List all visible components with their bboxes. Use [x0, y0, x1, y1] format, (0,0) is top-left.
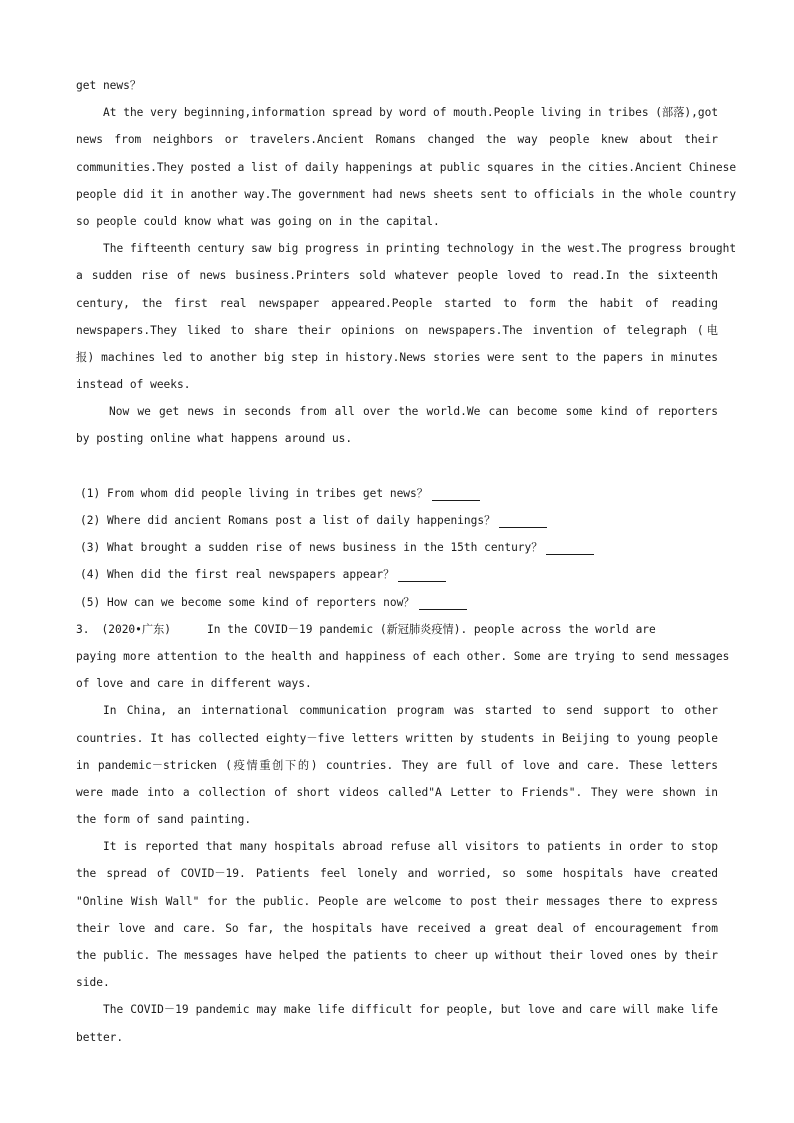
paragraph-line: In China, an international communication program was started to send support to other	[103, 704, 718, 718]
passage-2	[76, 72, 737, 616]
question-number: 3.	[76, 622, 90, 636]
paragraph-line: The COVID－19 pandemic may make life difficult for people, but love and care will make life	[103, 1003, 718, 1017]
paragraph-line: so people could know what was going on in the capital.	[76, 214, 440, 228]
paragraph-line: their love and care. So far, the hospitals have received a great deal of encouragement from	[76, 921, 718, 935]
paragraph-line: paying more attention to the health and happiness of each other. Some are trying to send messages	[76, 649, 730, 663]
paragraph-line: news from neighbors or travelers.Ancient Romans changed the way people knew about their	[76, 133, 718, 147]
answer-blank[interactable]	[419, 595, 467, 610]
paragraph-line: countries. It has collected eighty－five letters written by students in Beijing to young people	[76, 731, 718, 745]
paragraph-line: get news？	[76, 79, 142, 92]
question-text: (3) What brought a sudden rise of news business in the 15th century？	[80, 541, 543, 555]
question-5	[76, 589, 718, 616]
paragraph-line: better.	[76, 1030, 124, 1044]
question-3	[76, 534, 718, 561]
answer-blank[interactable]	[432, 486, 480, 501]
paragraph-line: communities.They posted a list of daily happenings at public squares in the cities.Ancient Chinese	[76, 160, 737, 174]
paragraph-line: by posting online what happens around us.	[76, 432, 353, 446]
paragraph-line: side.	[76, 976, 110, 990]
paragraph-line: In the COVID－19 pandemic (新冠肺炎疫情). people across the world are	[207, 622, 656, 636]
question-1	[76, 480, 718, 507]
question-text: (2) Where did ancient Romans post a list of daily happenings？	[80, 514, 496, 527]
paragraph-line: the public. The messages have helped the patients to cheer up without their loved ones by their	[76, 949, 718, 962]
paragraph-line: a sudden rise of news business.Printers sold whatever people loved to read.In the sixteenth	[76, 269, 718, 283]
document-page	[76, 72, 737, 1051]
question-4	[76, 561, 718, 588]
question-text: (4) When did the first real newspapers appear？	[80, 568, 395, 582]
paragraph-line: people did it in another way.The government had news sheets sent to officials in the whole country	[76, 187, 737, 201]
answer-blank[interactable]	[499, 513, 547, 528]
paragraph-line: the form of sand painting.	[76, 813, 252, 827]
paragraph-line: 报) machines led to another big step in history.News stories were sent to the papers in minutes	[76, 350, 718, 364]
question-header-line	[76, 616, 718, 643]
paragraph-line: newspapers.They liked to share their opinions on newspapers.The invention of telegraph (电	[76, 323, 718, 337]
paragraph-line: It is reported that many hospitals abroad refuse all visitors to patients in order to stop	[103, 840, 718, 854]
spacer	[76, 453, 718, 480]
paragraph-line: the spread of COVID－19. Patients feel lonely and worried, so some hospitals have created	[76, 867, 718, 881]
question-text: (1) From whom did people living in tribes get news？	[80, 486, 428, 500]
paragraph-line: century, the first real newspaper appeared.People started to form the habit of reading	[76, 296, 718, 310]
paragraph-line: instead of weeks.	[76, 378, 191, 392]
question-text: (5) How can we become some kind of reporters now？	[80, 595, 415, 609]
question-source: (2020•广东)	[101, 622, 172, 636]
paragraph-line: Now we get news in seconds from all over the world.We can become some kind of reporters	[109, 405, 718, 419]
paragraph-line: The fifteenth century saw big progress in printing technology in the west.The progress brought	[103, 242, 737, 256]
answer-blank[interactable]	[546, 540, 594, 555]
paragraph-line: of love and care in different ways.	[76, 677, 312, 691]
passage-3	[76, 616, 730, 1051]
paragraph-line: "Online Wish Wall" for the public. People are welcome to post their messages there to express	[76, 894, 718, 908]
question-2	[76, 507, 718, 534]
paragraph-line: were made into a collection of short videos called"A Letter to Friends". They were shown in	[76, 785, 718, 799]
paragraph-line: in pandemic－stricken (疫情重创下的) countries. They are full of love and care. These letters	[76, 758, 718, 772]
paragraph-line: At the very beginning,information spread by word of mouth.People living in tribes (部落),got	[103, 106, 719, 120]
answer-blank[interactable]	[398, 567, 446, 582]
